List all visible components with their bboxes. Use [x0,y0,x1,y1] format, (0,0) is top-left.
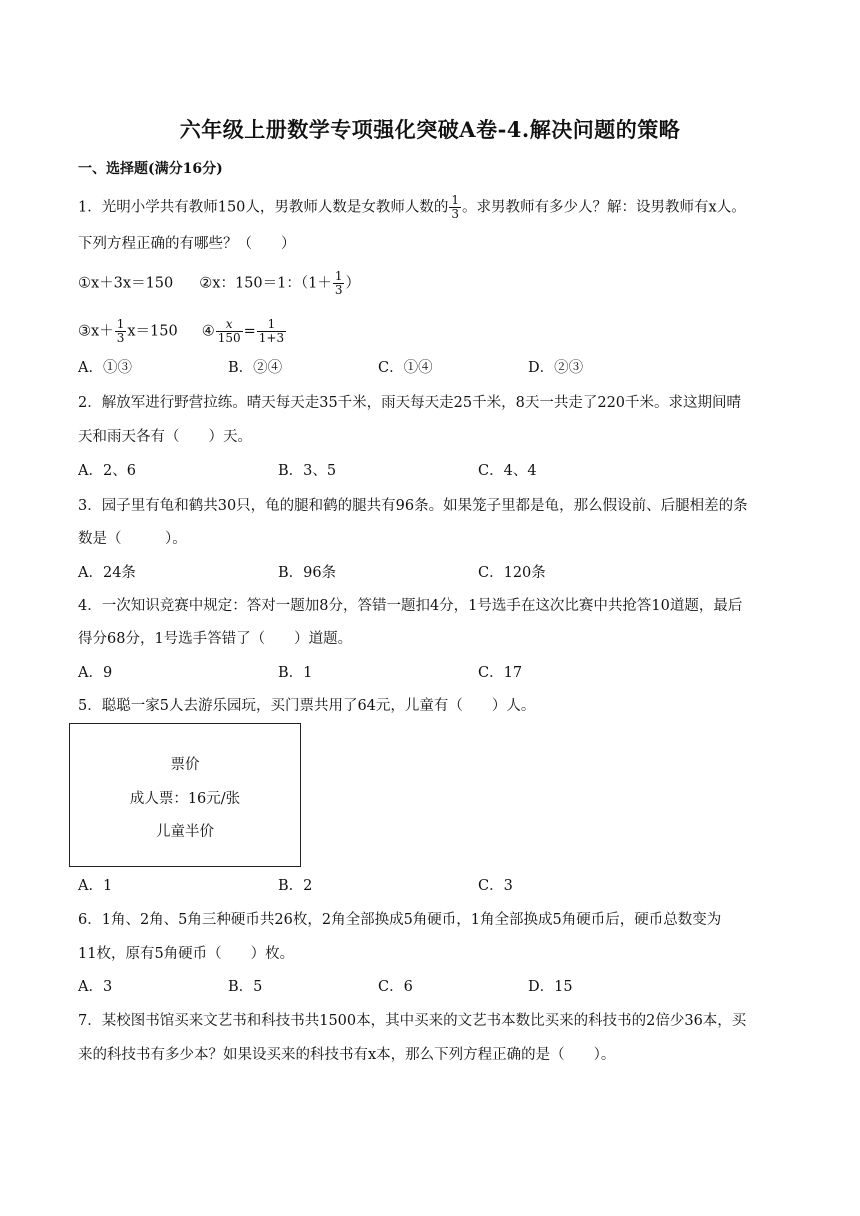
q3-line-1: 3．园子里有龟和鹤共30只，龟的腿和鹤的腿共有96条。如果笼子里都是龟，那么假设前、后腿相差的条 [78,498,748,514]
q7-line-2: 来的科技书有多少本？如果设买来的科技书有x本，那么下列方程正确的是（ ）。 [78,1047,616,1063]
q6-option-a[interactable]: A．3 [78,979,113,995]
q6-option-d[interactable]: D．15 [528,979,573,995]
q1-eq-4-left-fraction: $\frac{x}{150}$ [217,317,241,345]
q5-line-1: 5．聪聪一家5人去游乐园玩，买门票共用了64元，儿童有（ ）人。 [78,698,536,714]
q2-line-2: 天和雨天各有（ ）天。 [78,429,252,445]
q4-line-2: 得分68分，1号选手答错了（ ）道题。 [78,631,353,647]
q6-line-2: 11枚，原有5角硬币（ ）枚。 [78,946,295,962]
q1-eq-2-fraction: $\frac{1}{3}$ [334,269,343,297]
q6-line-1: 6．1角、2角、5角三种硬币共26枚，2角全部换成5角硬币，1角全部换成5角硬币后，硬币总数变为 [78,912,722,928]
q5-option-b[interactable]: B．2 [278,878,313,894]
q1-text-a: 1．光明小学共有教师150人，男教师人数是女教师人数的 [78,199,449,216]
q6-option-c[interactable]: C．6 [378,979,413,995]
page-title: 六年级上册数学专项强化突破A卷-4.解决问题的策略 [179,117,681,142]
q3-line-2: 数是（ ）。 [78,531,187,547]
q1-fraction: $\frac{1}{3}$ [451,193,460,221]
q4-option-c[interactable]: C．17 [478,665,523,681]
q2-option-c[interactable]: C．4、4 [478,463,537,479]
q1-eq-4-equals: = [243,323,256,340]
q3-option-c[interactable]: C．120条 [478,565,546,581]
q1-line-1 [78,194,746,221]
q4-option-a[interactable]: A．9 [78,665,113,681]
q1-option-d[interactable]: D．②③ [528,360,584,376]
q1-equations-row-1 [78,270,360,297]
q1-text-b: 。求男教师有多少人？解：设男教师有x人。 [462,199,746,216]
q3-option-a[interactable]: A．24条 [78,565,136,581]
q2-line-1: 2．解放军进行野营拉练。晴天每天走35千米，雨天每天走25千米，8天一共走了220千米。求这期间晴 [78,395,742,411]
q1-eq-2-a: ②x：150＝1：（1＋ [199,275,332,292]
ticket-price-box [69,723,301,867]
q1-eq-4-right-fraction: $\frac{1}{1+3}$ [258,317,285,345]
q1-option-c[interactable]: C．①④ [378,360,433,376]
q1-option-a[interactable]: A．①③ [78,360,132,376]
q2-option-a[interactable]: A．2、6 [78,463,136,479]
section-heading: 一、选择题(满分16分) [78,161,223,177]
q6-option-b[interactable]: B．5 [228,979,263,995]
q1-equations-row-2 [78,318,287,345]
q1-eq-3-a: ③x＋ [78,323,114,340]
ticket-heading: 票价 [170,757,200,773]
q1-eq-4-a: ④ [201,323,215,340]
q4-option-b[interactable]: B．1 [278,665,313,681]
ticket-adult-price: 成人票：16元/张 [129,791,241,807]
ticket-child-price: 儿童半价 [156,824,214,840]
q1-eq-3-b: x＝150 [127,323,178,340]
q1-line-2: 下列方程正确的有哪些？（ ） [78,236,296,252]
q4-line-1: 4．一次知识竞赛中规定：答对一题加8分，答错一题扣4分，1号选手在这次比赛中共抢答10道题，最后 [78,598,743,614]
q5-option-a[interactable]: A．1 [78,878,113,894]
q1-eq-1: ①x＋3x＝150 [78,275,174,292]
q1-eq-3-fraction: $\frac{1}{3}$ [116,317,125,345]
q3-option-b[interactable]: B．96条 [278,565,337,581]
q1-option-b[interactable]: B．②④ [228,360,283,376]
q1-eq-2-b: ） [345,275,360,292]
q5-option-c[interactable]: C．3 [478,878,513,894]
q7-line-1: 7．某校图书馆买来文艺书和科技书共1500本，其中买来的文艺书本数比买来的科技书的2倍少36本，买 [78,1013,747,1029]
q2-option-b[interactable]: B．3、5 [278,463,337,479]
